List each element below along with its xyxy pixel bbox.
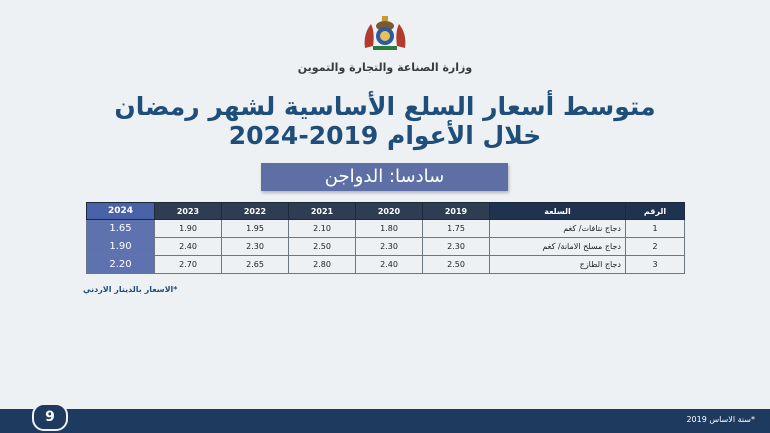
base-year-note: *سنة الاساس 2019 — [686, 415, 755, 424]
header-num: الرقم — [626, 203, 685, 220]
row-item: دجاج مسلح الامانة/ كغم — [490, 238, 626, 256]
price-cell: 1.90 — [155, 220, 222, 238]
price-cell-2024: 2.20 — [87, 256, 155, 274]
price-cell: 2.40 — [155, 238, 222, 256]
price-cell: 1.80 — [356, 220, 423, 238]
price-cell: 2.80 — [289, 256, 356, 274]
price-cell: 2.30 — [423, 238, 490, 256]
row-num: 2 — [626, 238, 685, 256]
row-num: 3 — [626, 256, 685, 274]
section-title: سادسا: الدواجن — [261, 163, 508, 191]
page-number: 9 — [32, 403, 68, 431]
table-header-row — [87, 203, 685, 220]
price-cell: 2.10 — [289, 220, 356, 238]
page-title-line-1: متوسط أسعار السلع الأساسية لشهر رمضان — [114, 92, 656, 121]
price-cell: 1.95 — [222, 220, 289, 238]
header-year-2019: 2019 — [423, 203, 490, 220]
price-cell: 2.30 — [356, 238, 423, 256]
price-cell: 2.65 — [222, 256, 289, 274]
price-cell: 2.70 — [155, 256, 222, 274]
header-year-2020: 2020 — [356, 203, 423, 220]
price-cell: 2.50 — [423, 256, 490, 274]
header-year-2021: 2021 — [289, 203, 356, 220]
page-title-line-2: خلال الأعوام 2019-2024 — [228, 121, 542, 150]
row-num: 1 — [626, 220, 685, 238]
header-year-2023: 2023 — [155, 203, 222, 220]
price-cell: 2.30 — [222, 238, 289, 256]
table-row — [87, 220, 685, 238]
header-year-2022: 2022 — [222, 203, 289, 220]
currency-note: *الاسعار بالدينار الاردني — [83, 285, 178, 294]
jordan-emblem-icon — [361, 16, 409, 52]
price-cell: 2.40 — [356, 256, 423, 274]
prices-table — [86, 202, 685, 274]
header-item: السلعة — [490, 203, 626, 220]
row-item: دجاج الطازج — [490, 256, 626, 274]
ministry-name: وزارة الصناعة والتجارة والتموين — [297, 61, 473, 74]
row-item: دجاج نتافات/ كغم — [490, 220, 626, 238]
footer-bar — [0, 409, 770, 433]
price-cell-2024: 1.65 — [87, 220, 155, 238]
table-row — [87, 256, 685, 274]
header-year-2024: 2024 — [87, 203, 155, 220]
price-cell-2024: 1.90 — [87, 238, 155, 256]
table-row — [87, 238, 685, 256]
price-cell: 2.50 — [289, 238, 356, 256]
price-cell: 1.75 — [423, 220, 490, 238]
